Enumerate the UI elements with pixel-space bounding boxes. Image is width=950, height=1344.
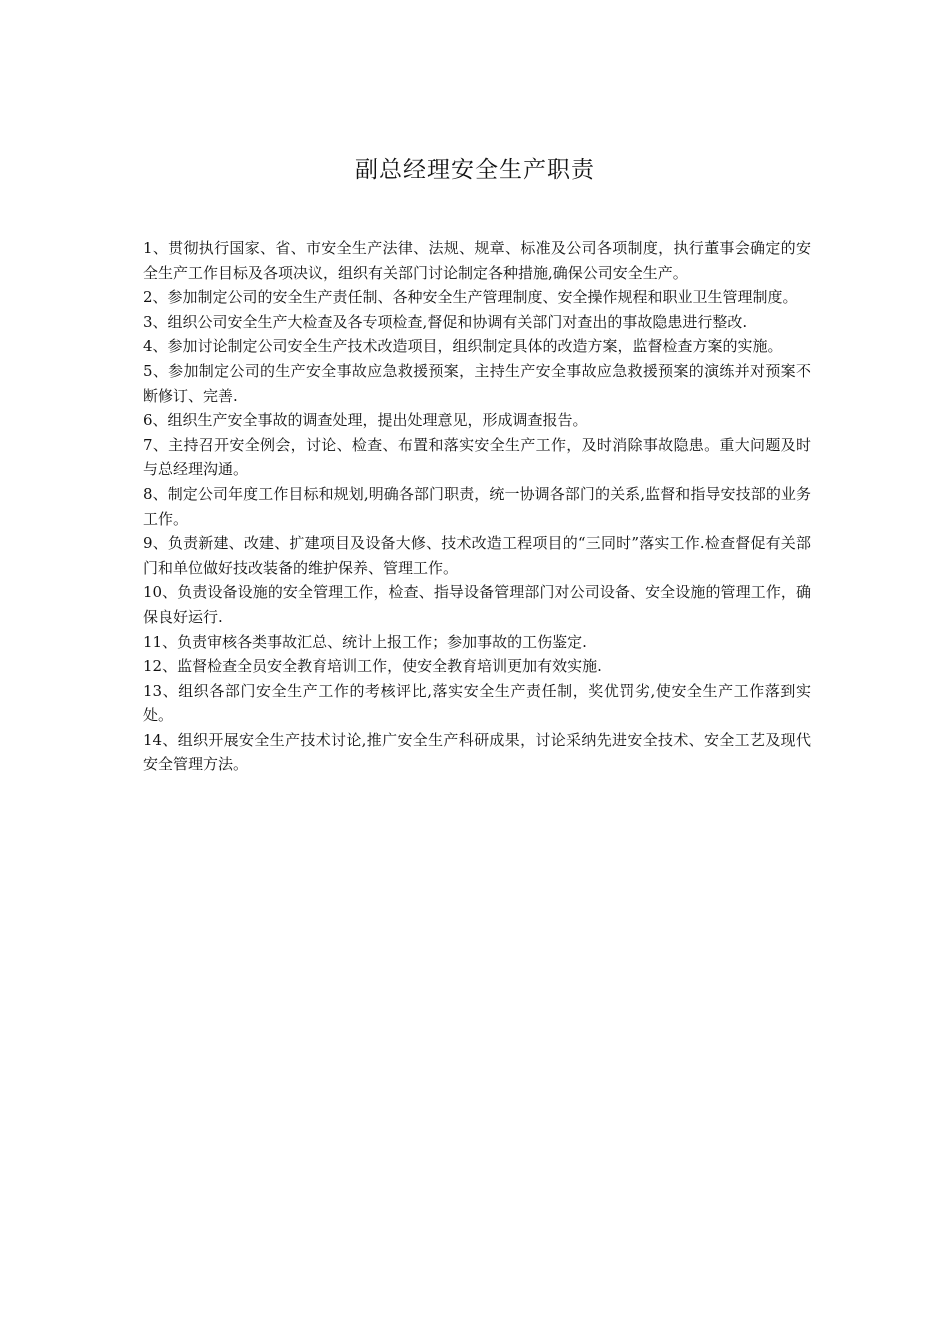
duty-item-1: 1、贯彻执行国家、省、市安全生产法律、法规、规章、标准及公司各项制度，执行董事会确定的安全生产工作目标及各项决议，组织有关部门讨论制定各种措施,确保公司安全生产。: [143, 239, 811, 282]
duty-item-6: 6、组织生产安全事故的调查处理，提出处理意见，形成调查报告。: [143, 411, 588, 430]
duty-item-2: 2、参加制定公司的安全生产责任制、各种安全生产管理制度、安全操作规程和职业卫生管理制度。: [143, 288, 798, 307]
duty-item-13: 13、组织各部门安全生产工作的考核评比,落实安全生产责任制，奖优罚劣,使安全生产工作落到实处。: [143, 681, 811, 725]
duty-item-7: 7、主持召开安全例会，讨论、检查、布置和落实安全生产工作，及时消除事故隐患。重大问题及时与总经理沟通。: [143, 435, 811, 479]
duty-item-11: 11、负责审核各类事故汇总、统计上报工作；参加事故的工伤鉴定.: [143, 632, 587, 651]
duty-item-5: 5、参加制定公司的生产安全事故应急救援预案，主持生产安全事故应急救援预案的演练并对预案不断修订、完善.: [143, 361, 811, 405]
duty-item-4: 4、参加讨论制定公司安全生产技术改造项目，组织制定具体的改造方案，监督检查方案的实施。: [143, 337, 783, 356]
document-title: 副总经理安全生产职责: [355, 157, 595, 183]
duty-item-3: 3、组织公司安全生产大检查及各专项检查,督促和协调有关部门对查出的事故隐患进行整改.: [143, 312, 748, 331]
duty-item-9: 9、负责新建、改建、扩建项目及设备大修、技术改造工程项目的“三同时”落实工作.检查督促有关部门和单位做好技改装备的维护保养、管理工作。: [143, 534, 811, 577]
duty-item-8: 8、制定公司年度工作目标和规划,明确各部门职责，统一协调各部门的关系,监督和指导安技部的业务工作。: [143, 484, 811, 528]
duty-item-14: 14、组织开展安全生产技术讨论,推广安全生产科研成果，讨论采纳先进安全技术、安全工艺及现代安全管理方法。: [143, 730, 811, 774]
duty-item-12: 12、监督检查全员安全教育培训工作，使安全教育培训更加有效实施.: [143, 657, 602, 676]
duty-item-10: 10、负责设备设施的安全管理工作，检查、指导设备管理部门对公司设备、安全设施的管理工作，确保良好运行.: [143, 583, 811, 626]
duty-list: [143, 236, 811, 777]
